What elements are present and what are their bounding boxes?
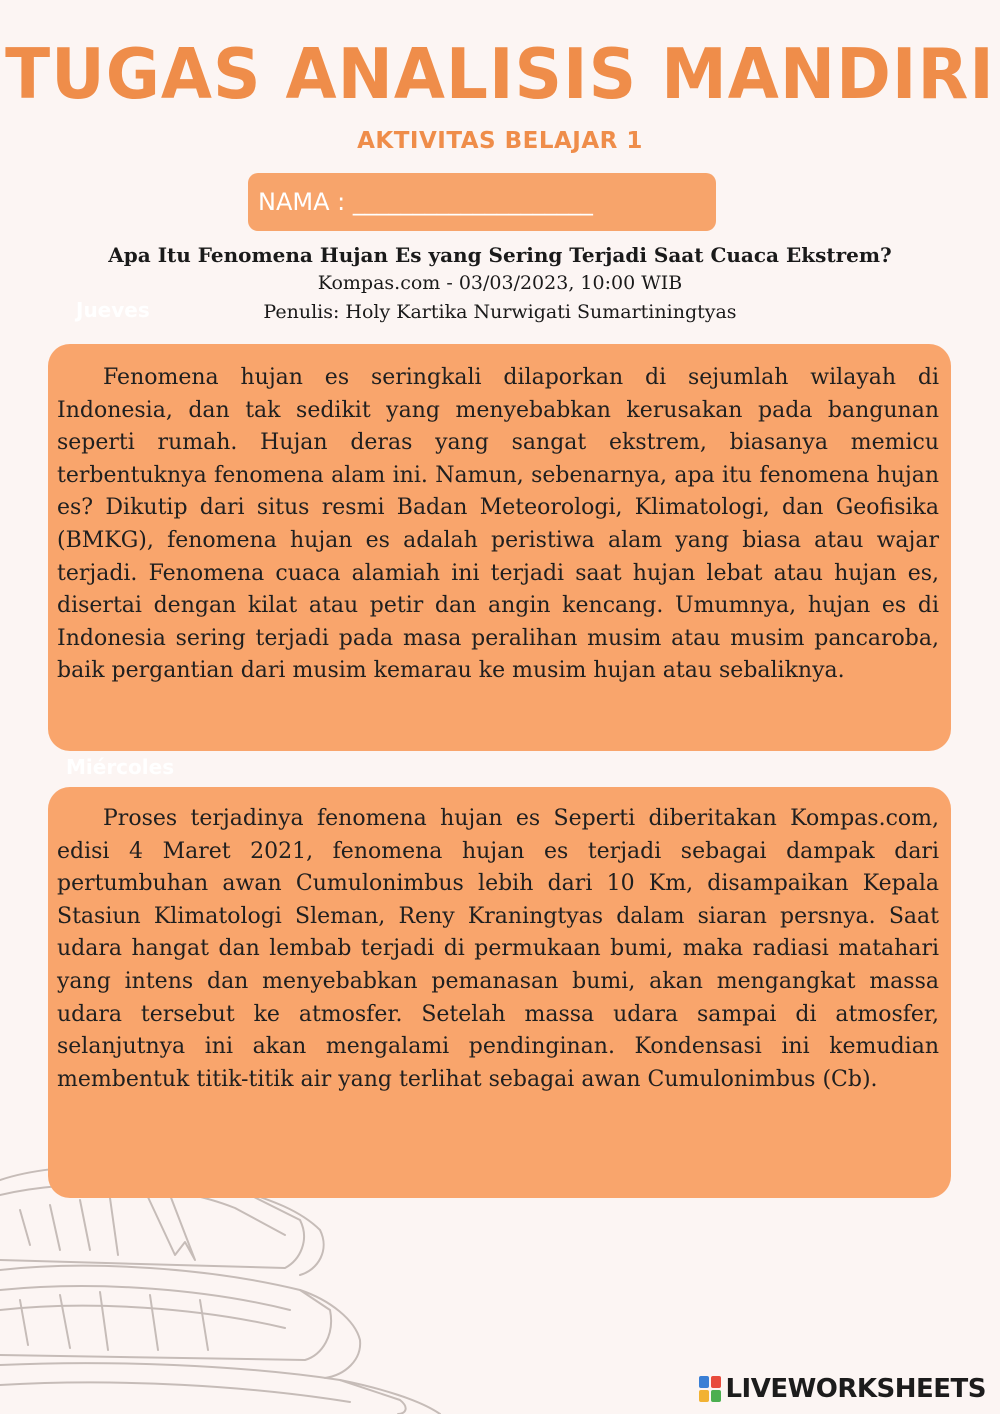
paragraph-card-1 [48,344,951,751]
liveworksheets-logo-icon [699,1376,721,1402]
paragraph-card-2 [48,787,951,1198]
ghost-label-miercoles: Miércoles [66,755,175,779]
ghost-label-jueves: Jueves [76,298,150,322]
liveworksheets-brand: LIVEWORKSHEETS [725,1374,986,1404]
paragraph-2: Proses terjadinya fenomena hujan es Seperti diberitakan Kompas.com, edisi 4 Maret 2021, fenomena hujan es terjadi sebagai dampak dari pertumbuhan awan Cumulonimbus lebih dari 10 Km, disampaikan Kepala Stasiun Klimatologi Sleman, Reny Kraningtyas dalam siaran persnya. Saat udara hangat dan lembab terjadi di permukaan bumi, maka radiasi matahari yang intens dan menyebabkan pemanasan bumi, akan mengangkat massa udara tersebut ke atmosfer. Setelah massa udara sampai di atmosfer, selanjutnya ini akan mengalami pendinginan. Kondensasi ini kemudian membentuk titik-titik air yang terlihat sebagai awan Cumulonimbus (Cb). [57,806,939,1092]
page-subtitle: AKTIVITAS BELAJAR 1 [357,128,643,154]
name-input-field[interactable]: NAMA : ____________________ [248,173,716,231]
article-headline: Apa Itu Fenomena Hujan Es yang Sering Terjadi Saat Cuaca Ekstrem? [108,243,892,267]
page-title: TUGAS ANALISIS MANDIRI [5,34,995,115]
article-author: Penulis: Holy Kartika Nurwigati Sumartiningtyas [263,301,737,323]
liveworksheets-logo [699,1372,986,1406]
article-source: Kompas.com - 03/03/2023, 10:00 WIB [317,272,683,294]
paragraph-1: Fenomena hujan es seringkali dilaporkan di sejumlah wilayah di Indonesia, dan tak sedikit yang menyebabkan kerusakan pada bangunan seperti rumah. Hujan deras yang sangat ekstrem, biasanya memicu terbentuknya fenomena alam ini. Namun, sebenarnya, apa itu fenomena hujan es? Dikutip dari situs resmi Badan Meteorologi, Klimatologi, dan Geofisika (BMKG), fenomena hujan es adalah peristiwa alam yang biasa atau wajar terjadi. Fenomena cuaca alamiah ini terjadi saat hujan lebat atau hujan es, disertai dengan kilat atau petir dan angin kencang. Umumnya, hujan es di Indonesia sering terjadi pada masa peralihan musim atau musim pancaroba, baik pergantian dari musim kemarau ke musim hujan atau sebaliknya. [57,365,939,684]
